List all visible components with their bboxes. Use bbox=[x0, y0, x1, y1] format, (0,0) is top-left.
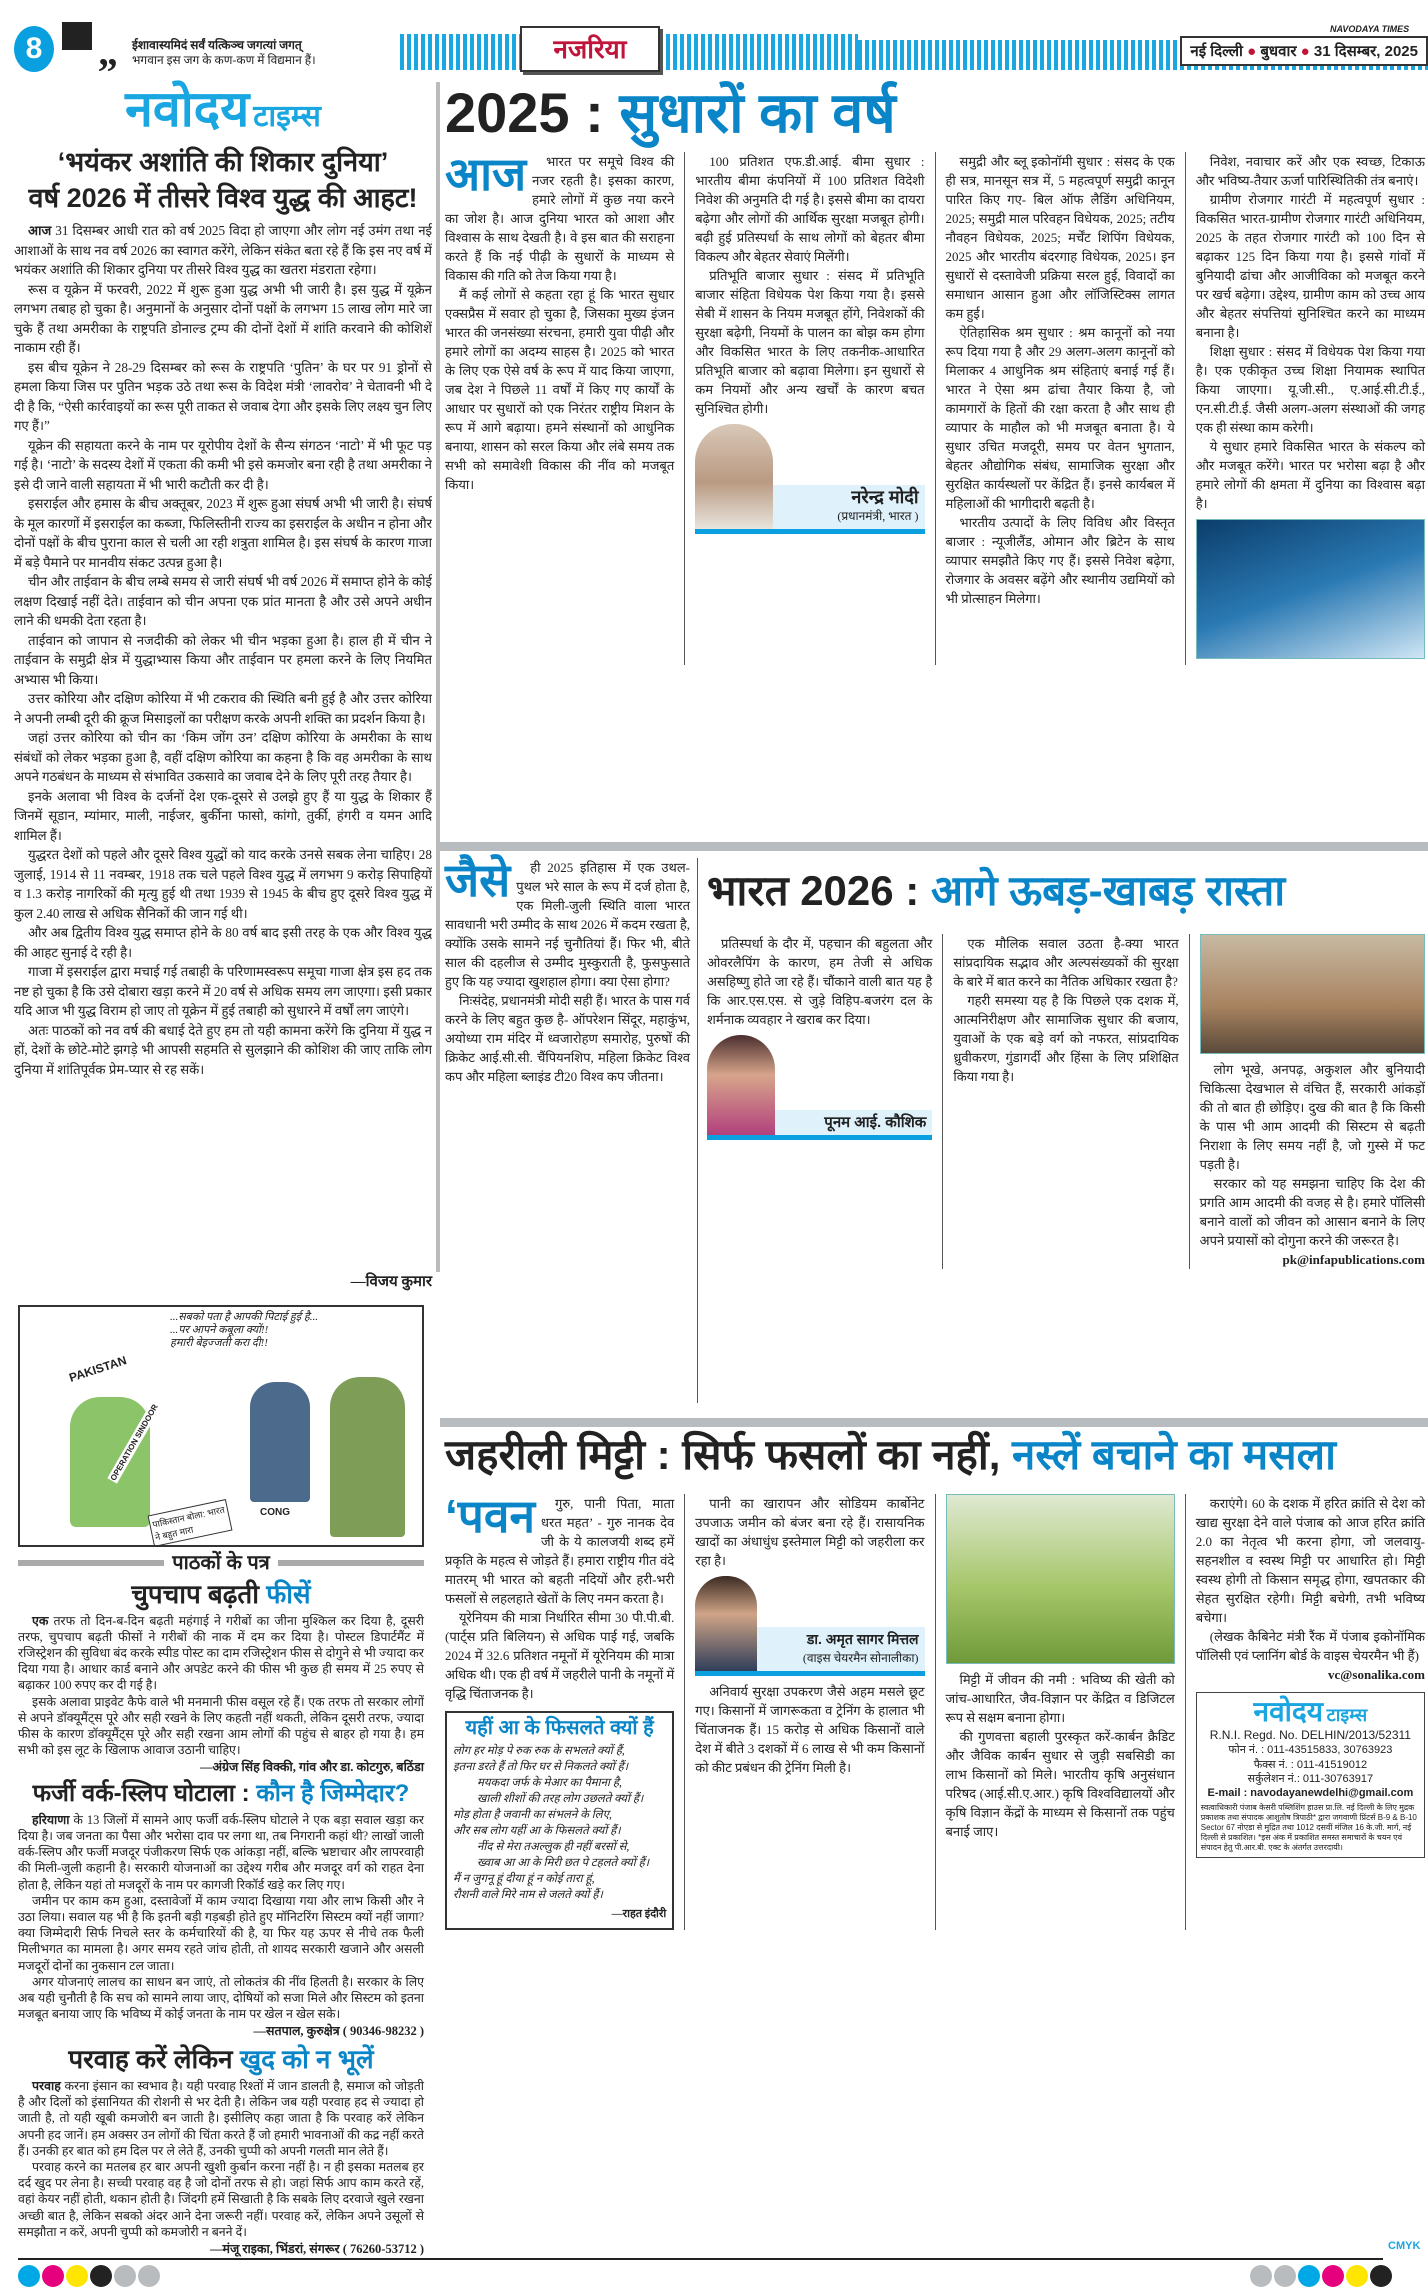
paragraph: लोग भूखे, अनपढ़, अकुशल और बुनियादी चिकित्सा देखभाल से वंचित हैं, सरकारी आंकड़ों की तो बात ही छोड़िए। दुख की बात है कि किसी के पास भी आम आदमी की सिस्टम से बढ़ती निराशा के लिए समय नहीं है, जो गुस्से में फट पड़ती है। bbox=[1199, 1062, 1425, 1172]
cartoon-speech: ...सबको पता है आपकी पिटाई हुई है... ...पर आपने कबूला क्यों!! हमारी बेइज्जती करा दी!! bbox=[170, 1311, 318, 1349]
political-cartoon bbox=[18, 1305, 424, 1547]
corner-mark bbox=[62, 22, 92, 50]
section-divider bbox=[440, 842, 1428, 851]
letter-title: परवाह करें लेकिन खुद को न भूलें bbox=[68, 2044, 374, 2075]
poem-line: खाली शीशों की तरह लोग उछलते क्यों हैं। bbox=[477, 1793, 644, 1805]
paragraph: परवाह करना इंसान का स्वभाव है। यही परवाह रिश्तों में जान डालती है, समाज को जोड़ती है और दिलों को इंसानियत की रोशनी से भर देती है। लेकिन जब यही परवाह हद से ज्यादा हो जाती है, तो यही खूबी कमजोरी बन जाती है। इसीलिए कहा जाता है कि परवाह करें लेकिन अपनी हद जानें। हम अक्सर उन लोगों की चिंता करते हैं जो हमारी भावनाओं की कद्र नहीं करते हैं। उनकी हर बात को हम दिल पर ले लेते हैं, उनकी चुप्पी को अपनी गलती मान लेते हैं। bbox=[18, 2079, 424, 2158]
cartoon-figure-pakistan bbox=[70, 1397, 150, 1527]
cartoon-figure-cong bbox=[250, 1382, 310, 1502]
poem-box bbox=[445, 1711, 674, 1930]
page-number: 8 bbox=[25, 32, 43, 65]
print-registration-dots-right bbox=[1250, 2265, 1394, 2292]
letter-title: चुपचाप बढ़ती फीसें bbox=[131, 1579, 311, 1609]
article-toxic-soil bbox=[445, 1432, 1425, 2252]
author-photo-kaushik bbox=[707, 1035, 932, 1140]
letter-title: फर्जी वर्क-स्लिप घोटाला : कौन है जिम्मेदार? bbox=[32, 1780, 410, 1808]
christmas-crowd-image bbox=[1200, 934, 1425, 1054]
paragraph: गुरु, पानी पिता, माता धरत महत’ - गुरु नानक देव जी के ये कालजयी शब्द हमें प्रकृति के महत्व से जोड़ते हैं। हमारा राष्ट्रीय गीत वंदे मातरम् भी भारत को बहती नदियों और हरी-भरी फसलों से लहलहाते खेतों के लिए नमन करता है। bbox=[445, 1496, 675, 1606]
editorial-headline-2: वर्ष 2026 में तीसरे विश्व युद्ध की आहट! bbox=[28, 182, 418, 213]
paragraph: समुद्री और ब्लू इकोनॉमी सुधार : संसद के एक ही सत्र, मानसून सत्र में, 5 महत्वपूर्ण समुद्री कानून पारित किए गए- बिल ऑफ लैडिंग अधिनियम, 2025; समुद्री माल परिवहन विधेयक, 2025; तटीय नौवहन विधेयक, 2025; मर्चेंट शिपिंग विधेयक, 2025 और भारतीय बंदरगाह विधेयक, 2025। इन सुधारों से दस्तावेजी प्रक्रिया सरल हुई, विवादों का समाधान आसान हुआ और लॉजिस्टिक्स लागत कम हुई। bbox=[945, 154, 1175, 321]
paragraph: इसराईल और हमास के बीच अक्तूबर, 2023 में शुरू हुआ संघर्ष अभी भी जारी है। संघर्ष के मूल कारणों में इसराईल का कब्जा, फिलिस्तीनी राज्य का इसराईल के अधीन न होना और दोनों पक्षों के बीच पुराना काल से चली आ रही शत्रुता शामिल है। इस संघर्ष के कारण गाजा में बड़े पैमाने पर मानवीय संकट उत्पन्न हुआ है। bbox=[14, 496, 432, 570]
paragraph: गहरी समस्या यह है कि पिछले एक दशक में, आत्मनिरीक्षण और सामाजिक सुधार की बजाय, युवाओं के एक बड़े वर्ग को नफरत, सांप्रदायिक ध्रुवीकरण, गुंडागर्दी और हिंसा के लिए प्रशिक्षित किया गया है। bbox=[953, 993, 1179, 1084]
portrait-image bbox=[707, 1035, 775, 1135]
poem-line: मैं न जुगनू हूं दीया हूं न कोई तारा हूं, bbox=[453, 1873, 595, 1885]
letter-signature: —मंजू राइका, भिंडरां, संगरूर ( 76260-53712 ) bbox=[210, 2242, 424, 2257]
paragraph: जमीन पर काम कम हुआ, दस्तावेजों में काम ज्यादा दिखाया गया और लाभ किसी और ने उठा लिया। सवाल यह भी है कि इतनी बड़ी गड़बड़ी होते हुए मॉनिटरिंग सिस्टम क्यों नहीं जागा? क्या जिम्मेदारी सिर्फ निचले स्तर के कर्मचारियों की है, या फिर यह ऊपर से नीचे तक फैली मिलीभगत का मामला है। अगर समय रहते जांच होती, तो शायद सरकारी खजाने और असली मजदूरों दोनों का नुकसान टल जाता। bbox=[18, 1893, 424, 1973]
paragraph: अतः पाठकों को नव वर्ष की बधाई देते हुए हम तो यही कामना करेंगे कि दुनिया में युद्ध न हों, देशों के छोटे-मोटे झगड़े भी आपसी सहमति से सुलझाने की कोशिश की जाए ताकि लोग दुनिया में शांतिपूर्वक प्रेम-प्यार से रह सकें। bbox=[14, 1022, 432, 1077]
growth-graphic-image bbox=[1196, 519, 1425, 659]
letter bbox=[18, 1580, 424, 1775]
paragraph: निवेश, नवाचार करें और एक स्वच्छ, टिकाऊ और भविष्य-तैयार ऊर्जा पारिस्थितिकी तंत्र बनाएं। bbox=[1195, 154, 1425, 188]
poem-line: इतना डरते हैं तो फिर घर से निकलते क्यों हैं। bbox=[453, 1761, 629, 1773]
paragraph: यूरेनियम की मात्रा निर्धारित सीमा 30 पी.पी.बी. (पार्ट्स प्रति बिलियन) से अधिक पाई गई, जबकि 2024 में 32.6 प्रतिशत नमूनों में यूरेनियम की मात्रा अधिक थी। एक ही वर्ष में जहरीले पानी के नमूनों में वृद्धि चिंताजनक है। bbox=[445, 1610, 675, 1701]
portrait-image bbox=[695, 424, 773, 529]
article-reforms-body: आज भारत पर समूचे विश्व की नजर रहती है। इसका कारण, हमारे लोगों में कुछ नया करने का जोश है। आज दुनिया भारत को आशा और विश्वास के साथ देखती है। वे इस बात की सराहना करते हैं कि नई पीढ़ी के सुधारों के माध्यम से विकास की गति को तेज किया गया है। मैं कई लोगों से कहता रहा हूं कि भारत सुधार एक्सप्रैस में सवार हो चुका है, जिसका मुख्य इंजन भारत की जनसंख्या संरचना, हमारी युवा पीढ़ी और हमारे लोगों का अदम्य साहस है। 2025 को भारत के लिए एक ऐसे वर्ष के रूप में याद किया जाएगा, जब देश ने पिछले 11 वर्षों में किए गए कार्यों के आधार पर सुधारों को एक निरंतर राष्ट्रीय मिशन के रूप में आगे बढ़ाया। हमने संस्थानों को आधुनिक बनाया, शासन को सरल किया और लंबे समय तक सभी को समावेशी विकास की नींव को मजबूत किया। 100 प्रतिशत एफ.डी.आई. बीमा सुधार : भारतीय बीमा कंपनियों में 100 प्रतिशत विदेशी निवेश की अनुमति दी गई है। इससे बीमा का दायरा बढ़ेगा और लोगों की आर्थिक सुरक्षा मजबूत होगी। बढ़ी हुई प्रतिस्पर्धा के साथ लोगों को बेहतर बीमा विकल्प और बेहतर सेवाएं मिलेंगी। प्रतिभूति बाजार सुधार : संसद में प्रतिभूति बाजार संहिता विधेयक पेश किया गया है। इससे सेबी में शासन के नियम मजबूत होंगे, निवेशकों की सुरक्षा बढ़ेगी, नियमों के पालन का बोझ कम होगा और विकसित भारत के लिए तकनीक-आधारित प्रतिभूति बाजार को बढ़ावा मिलेगा। इन सुधारों से कम नियमों और अन्य खर्चों के कारण बचत सुनिश्चित होगी। नरेन्द्र मोदी (प्रधानमंत्री, भारत ) समुद्री और ब्लू इकोनॉमी सुधार : संसद के एक ही सत्र, मानसून सत्र में, 5 महत्वपूर्ण समुद्री कानून पारित किए गए- बिल ऑफ लैडिंग अधिनियम, 2025; समुद्री माल परिवहन विधेयक, 2025; तटीय नौवहन विधेयक, 2025; मर्चेंट शिपिंग विधेयक, 2025 और भारतीय बंदरगाह विधेयक, 2025। इन सुधारों से दस्तावेजी प्रक्रिया सरल हुई, विवादों का समाधान आसान हुआ और लॉजिस्टिक्स लागत कम हुई। ऐतिहासिक श्रम सुधार : श्रम कानूनों को नया रूप दिया गया है और 29 अलग-अलग कानूनों को मिलाकर 4 आधुनिक श्रम संहिताएं बनाई गई हैं। भारत ने ऐसा श्रम ढांचा तैयार किया है, जो कामगारों के हितों की रक्षा करता है और साथ ही व्यापार के माहौल को भी मजबूत बनाता है। ये सुधार उचित मजदूरी, समय पर वेतन भुगतान, बेहतर औद्योगिक संबंध, सामाजिक सुरक्षा और सुरक्षित कार्यस्थलों पर केंद्रित हैं। इनसे कार्यबल में महिलाओं की भागीदारी बढ़ती है। भारतीय उत्पादों के लिए विविध और विस्तृत बाजार : न्यूजीलैंड, ओमान और ब्रिटेन के साथ व्यापार समझौते किए गए हैं। इससे निवेश बढ़ेगा, रोजगार के अवसर बढ़ेंगे और स्थानीय उद्यमियों को भी प्रोत्साहन मिलेगा। निवेश, नवाचार करें और एक स्वच्छ, टिकाऊ और भविष्य-तैयार ऊर्जा पारिस्थितिकी तंत्र बनाएं। ग्रामीण रोजगार गारंटी में महत्वपूर्ण सुधार : विकसित भारत-ग्रामीण रोजगार गारंटी अधिनियम, 2025 के तहत रोजगार गारंटी को 100 दिन से बढ़ाकर 125 दिन किया गया है। इससे गांवों में बुनियादी ढांचा और आजीविका को मजबूत करने पर खर्च बढ़ेगा। उद्देश्य, ग्रामीण काम को उच्च आय और बेहतर संपत्तियां सुनिश्चित करने का माध्यम बनाना है। शिक्षा सुधार : संसद में विधेयक पेश किया गया है। एक एकीकृत उच्च शिक्षा नियामक स्थापित किया जाएगा। यू.जी.सी., ए.आई.सी.टी.ई., एन.सी.टी.ई. जैसी अलग-अलग संस्थाओं की जगह एक ही संस्था काम करेगी। ये सुधार हमारे विकसित भारत के संकल्प को और मजबूत करेंगे। भारत पर भरोसा बढ़ा है और हमारे लोगों की क्षमता में दुनिया का विश्वास बढ़ा है। bbox=[445, 152, 1425, 665]
page-number-badge bbox=[14, 26, 54, 72]
cmyk-label: CMYK bbox=[1388, 2240, 1421, 2252]
editorial-body: आज 31 दिसम्बर आधी रात को वर्ष 2025 विदा हो जाएगा और लोग नई उमंग तथा नई आशाओं के साथ नव वर्ष 2026 का स्वागत करेंगे, लेकिन संकेत बता रहे हैं कि इस नए वर्ष में भयंकर अशांति की शिकार दुनिया पर तीसरे विश्व युद्ध का खतरा मंडराता रहेगा। रूस व यूक्रेन में फरवरी, 2022 में शुरू हुआ युद्ध अभी भी जारी है। इस युद्ध में यूक्रेन लगभग तबाह हो चुका है। अनुमानों के अनुसार दोनों पक्षों के लगभग 15 लाख लोग मारे जा चुके हैं तथा अमरीका के राष्ट्रपति डोनाल्ड ट्रम्प की दोनों देशों में शांति करवाने की कोशिशें नाकाम रही हैं। इस बीच यूक्रेन ने 28-29 दिसम्बर को रूस के राष्ट्रपति ‘पुतिन’ के घर पर 91 ड्रोनों से हमला किया जिस पर पुतिन भड़क उठे तथा रूस के विदेश मंत्री ‘लावरोव’ ने चेतावनी भी दे दी है कि, “ऐसी कार्रवाइयों का रूस पूरी ताकत से जवाब देगा और इसके लिए लक्ष्य चुन लिए गए हैं।” यूक्रेन की सहायता करने के नाम पर यूरोपीय देशों के सैन्य संगठन ‘नाटो’ में भी फूट पड़ गई है। ‘नाटो’ के सदस्य देशों में एकता की कमी भी इसे कमजोर बना रही है तथा अमरीका ने इसे दी जाने वाली सहायता में भी भारी कटौती कर दी है। इसराईल और हमास के बीच अक्तूबर, 2023 में शुरू हुआ संघर्ष अभी भी जारी है। संघर्ष के मूल कारणों में इसराईल का कब्जा, फिलिस्तीनी राज्य का इसराईल के अधीन न होना और दोनों पक्षों के बीच पुराना काल से चली आ रही शत्रुता शामिल है। इस संघर्ष के कारण गाजा में बड़े पैमाने पर मानवीय संकट उत्पन्न हुआ है। चीन और ताईवान के बीच लम्बे समय से जारी संघर्ष भी वर्ष 2026 में समाप्त होने के कोई लक्षण दिखाई नहीं देते। ताईवान को चीन अपना एक प्रांत मानता है और उसे अपने अधीन लाने की धमकी देता रहता है। ताईवान को जापान से नजदीकी को लेकर भी चीन भड़का हुआ है। हाल ही में चीन ने ताईवान के समुद्री क्षेत्र में युद्धाभ्यास किया और ताईवान पर हमला करने के लिए नियमित अभ्यास भी किया। उत्तर कोरिया और दक्षिण कोरिया में भी टकराव की स्थिति बनी हुई है और उत्तर कोरिया ने अपनी लम्बी दूरी की क्रूज मिसाइलों का परीक्षण करके अपनी शक्ति का प्रदर्शन किया है। जहां उत्तर कोरिया को चीन का ‘किम जोंग उन’ दक्षिण कोरिया के अमरीका के साथ संबंधों को लेकर भड़का हुआ है, वहीं दक्षिण कोरिया का कहना है कि वह अमरीका के साथ अपने गठबंधन के माध्यम से संभावित उकसावे का जवाब देने के लिए पूरी तरह तैयार है। इनके अलावा भी विश्व के दर्जनों देश एक-दूसरे से उलझे हुए हैं या युद्ध के शिकार हैं जिनमें सूडान, म्यांमार, माली, नाईजर, बुर्कीना फासो, कांगो, तुर्की, हंगरी व यमन आदि शामिल हैं। युद्धरत देशों को पहले और दूसरे विश्व युद्धों को याद करके उनसे सबक लेना चाहिए। 28 जुलाई, 1914 से 11 नवम्बर, 1918 तक चले पहले विश्व युद्ध में लगभग 9 करोड़ सिपाहियों व 1.3 करोड़ नागरिकों की मृत्यु हुई थी तथा 1939 से 1945 के बीच हुए दूसरे विश्व युद्ध में कुल 2.40 लाख से अधिक सैनिकों की जान गई थी। और अब द्वितीय विश्व युद्ध समाप्त होने के 80 वर्ष बाद इसी तरह के एक और विश्व युद्ध की आहट सुनाई दे रही है। गाजा में इसराईल द्वारा मचाई गई तबाही के परिणामस्वरूप समूचा गाजा क्षेत्र इस हद तक नष्ट हो चुका है कि उसे दोबारा खड़ा करने में 20 वर्ष से अधिक समय लग जाएगा। इसी प्रकार यदि आज भी युद्ध विराम हो जाए तो यूक्रेन में हुई तबाही को सुधारने में वर्षों लग जाएंगे। अतः पाठकों को नव वर्ष की बधाई देते हुए हम तो यही कामना करेंगे कि दुनिया में युद्ध न हों, देशों के छोटे-मोटे झगड़े भी आपसी सहमति से सुलझाने की कोशिश की जाए ताकि लोग दुनिया में शांतिपूर्वक प्रेम-प्यार से रह सकें। bbox=[14, 221, 432, 1271]
paragraph: मैं कई लोगों से कहता रहा हूं कि भारत सुधार एक्सप्रैस में सवार हो चुका है, जिसका मुख्य इंजन भारत की जनसंख्या संरचना, हमारी युवा पीढ़ी और हमारे लोगों का अदम्य साहस है। 2025 को भारत के लिए एक ऐसे वर्ष के रूप में याद किया जाएगा, जब देश ने पिछले 11 वर्षों में किए गए कार्यों के आधार पर सुधारों को एक निरंतर राष्ट्रीय मिशन के रूप में आगे बढ़ाया। हमने संस्थानों को आधुनिक बनाया, शासन को सरल किया और लंबे समय तक सभी को समावेशी विकास की नींव को मजबूत किया। bbox=[445, 287, 675, 492]
article-india-2026 bbox=[445, 854, 1425, 1403]
article-toxic-soil-body: ‘पवन गुरु, पानी पिता, माता धरत महत’ - गुरु नानक देव जी के ये कालजयी शब्द हमें प्रकृति के महत्व से जोड़ते हैं। हमारा राष्ट्रीय गीत वंदे मातरम् भी भारत को बहती नदियों और हरी-भरी फसलों से लहलहाते खेतों के लिए नमन करता है। यूरेनियम की मात्रा निर्धारित सीमा 30 पी.पी.बी. (पार्ट्स प्रति बिलियन) से अधिक पाई गई, जबकि 2024 में 32.6 प्रतिशत नमूनों में यूरेनियम की मात्रा अधिक थी। एक ही वर्ष में जहरीले पानी के नमूनों में वृद्धि चिंताजनक है। यहीं आ के फिसलते क्यों हैं लोग हर मोड़ पे रुक रुक के सभलते क्यों हैं, इतना डरते हैं तो फिर घर से निकलते क्यों हैं। मयकदा जर्फ के मेआर का पैमाना है, खाली शीशों की तरह लोग उछलते क्यों हैं। मोड़ होता है जवानी का संभलने के लिए, और सब लोग यहीं आ के फिसलते क्यों हैं। नींद से मेरा तअल्लुक ही नहीं बरसों से, ख्वाब आ आ के मिरी छत पे टहलते क्यों हैं। मैं न जुगनू हूं दीया हूं न कोई तारा हूं, रौशनी वाले मिरे नाम से जलते क्यों हैं। —राहत इंदौरी पानी का खारापन और सोडियम कार्बोनेट उपजाऊ जमीन को बंजर बना रहे हैं। रासायनिक खादों का अंधाधुंध इस्तेमाल मिट्टी को जहरीला कर रहा है। डा. अमृत सागर मित्तल (वाइस चेयरमैन सोनालीका) अनिवार्य सुरक्षा उपकरण जैसे अहम मसले छूट गए। किसानों में जागरूकता व ट्रेनिंग के हालात भी चिंताजनक हैं। 15 करोड़ से अधिक किसानों वाले देश में बीते 3 दशकों में 6 लाख से भी कम किसानों को कीट प्रबंधन की ट्रेनिंग मिली है। मिट्टी में जीवन की नमी : भविष्य की खेती को जांच-आधारित, जैव-विज्ञान पर केंद्रित व डिजिटल रूप से सक्षम बनाना होगा। की गुणवत्ता बहाली पुरस्कृत करें-कार्बन क्रैडिट और जैविक कार्बन सुधार से जुड़ी सबसिडी का लाभ किसानों को मिले। भारतीय कृषि अनुसंधान परिषद (आई.सी.ए.आर.) कृषि विश्वविद्यालयों और कृषि विज्ञान केंद्रों के माध्यम से किसानों तक पहुंच बनाई जाए। कराएंगे। 60 के दशक में हरित क्रांति से देश को खाद्य सुरक्षा देने वाले पंजाब को आज हरित क्रांति 2.0 का नेतृत्व भी करना होगा, जो जलवायु-सहनशील व स्वस्थ मिट्टी पर आधारित हो। मिट्टी स्वस्थ होगी तो किसान समृद्ध होगा, खपतकार की सेहत सुरक्षित रहेगी। मिट्टी बचेगी, तभी भविष्य बचेगा। (लेखक कैबिनेट मंत्री रैंक में पंजाब इकोनॉमिक पॉलिसी एवं प्लानिंग बोर्ड के वाइस चेयरमैन भी हैं) vc@sonalika.com नवोदय टाइम्स R.N.I. Regd. No. DELHIN/2013/52311 फोन नं. : 011-43515833, 30763923 फैक्स नं. : 011-41519012 सर्कुलेशन नं.: 011-30763917 E-mail : navodayanewdelhi@gmail.com स्वत्वाधिकारी पंजाब केसरी पब्लिशिंग हाउस प्रा.लि. नई दिल्ली के लिए मुद्रक प्रकाशक तथा संपादक आशुतोष त्रिपाठी* द्वारा जगवाणी प्रिंटर्स B-9 & B-10 Sector 67 नोएडा से मुद्रित तथा 1012 दसवीं मंजिल 16 के.जी. मार्ग, नई दिल्ली से प्रकाशित। *इस अंक में प्रकाशित समस्त समाचारों के चयन एवं संपादन हेतु पी.आर.बी. एक्ट के अंतर्गत उत्तरदायी। bbox=[445, 1494, 1425, 1930]
paragraph: इसके अलावा प्राइवेट कैफे वाले भी मनमानी फीस वसूल रहे हैं। एक तरफ तो सरकार लोगों से अपने डॉक्यूमैंट्स पूरे और सही रखने के लिए कहती नहीं थकती, लेकिन दूसरी तरफ, ज्यादा फीस के कारण डॉक्यूमैंट्स पूरे और सही रखना आम लोगों की पहुंच से बाहर हो गया है। हम सभी को इस लूट के खिलाफ आवाज उठानी चाहिए। bbox=[18, 1694, 424, 1758]
paragraph: उत्तर कोरिया और दक्षिण कोरिया में भी टकराव की स्थिति बनी हुई है और उत्तर कोरिया ने अपनी लम्बी दूरी की क्रूज मिसाइलों का परीक्षण करके अपनी शक्ति का प्रदर्शन किया है। bbox=[14, 691, 432, 726]
article-reforms-headline: 2025 : सुधारों का वर्ष bbox=[445, 81, 896, 144]
quote-mark-icon: „ bbox=[98, 29, 118, 74]
author-email: pk@infapublications.com bbox=[1282, 1252, 1425, 1267]
poem-line: और सब लोग यहीं आ के फिसलते क्यों हैं। bbox=[453, 1825, 621, 1837]
article-india-2026-headline: भारत 2026 : आगे ऊबड़-खाबड़ रास्ता bbox=[707, 867, 1286, 914]
poem-line: मोड़ होता है जवानी का संभलने के लिए, bbox=[453, 1809, 612, 1821]
cartoon-label-sash: OPERATION SINDOOR bbox=[108, 1402, 160, 1483]
letters-section bbox=[18, 1552, 424, 2267]
letter bbox=[18, 1781, 424, 2039]
cartoon-label-party: CONG bbox=[260, 1507, 290, 1518]
article-india-2026-body bbox=[707, 934, 1425, 1269]
paragraph: ऐतिहासिक श्रम सुधार : श्रम कानूनों को नया रूप दिया गया है और 29 अलग-अलग कानूनों को मिलाकर 4 आधुनिक श्रम संहिताएं बनाई गई हैं। भारत ने ऐसा श्रम ढांचा तैयार किया है, जो कामगारों के हितों की रक्षा करता है और साथ ही व्यापार के माहौल को भी मजबूत बनाता है। ये सुधार उचित मजदूरी, समय पर वेतन भुगतान, बेहतर औद्योगिक संबंध, सामाजिक सुरक्षा और सुरक्षित कार्यस्थलों पर केंद्रित हैं। इनसे कार्यबल में महिलाओं की भागीदारी बढ़ती है। bbox=[945, 325, 1175, 511]
paragraph: निःसंदेह, प्रधानमंत्री मोदी सही हैं। भारत के पास गर्व करने के लिए बहुत कुछ है- ऑपरेशन सिंदूर, महाकुंभ, अयोध्या राम मंदिर में ध्वजारोहण समारोह, पुरुषों की क्रिकेट आई.सी.सी. चैंपियनशिप, महिला क्रिकेट विश्व कप और महिला ब्लाइंड टी20 विश्व कप जीतना। bbox=[445, 993, 690, 1084]
paragraph: एक तरफ तो दिन-ब-दिन बढ़ती महंगाई ने गरीबों का जीना मुश्किल कर दिया है, दूसरी तरफ, चुपचाप बढ़ती फीसों ने गरीबों की नाक में दम कर दिया है। पोस्टल डिपार्टमैंट में रजिस्ट्रेशन की सुविधा बंद करके स्पीड पोस्ट का दाम रजिस्ट्रेशन फीस से दोगुने से भी ज्यादा कर दिया गया है। आधार कार्ड बनाने और अपडेट करने की फीस भी कुछ ही समय में 25 रुपए से बढ़ाकर 100 रुपए कर दी गई है। bbox=[18, 1613, 424, 1693]
poem-line: नींद से मेरा तअल्लुक ही नहीं बरसों से, bbox=[477, 1841, 630, 1853]
paragraph: अगर योजनाएं लालच का साधन बन जाएं, तो लोकतंत्र की नींव हिलती है। सरकार के लिए अब यही चुनौती है कि सच को सामने लाया जाए, दोषियों को सजा मिले और सिस्टम को इतना मजबूत बनाया जाए कि भविष्य में कोई जनता के नाम पर खेल न खेल सके। bbox=[18, 1974, 424, 2022]
brand-small: NAVODAYA TIMES bbox=[1330, 24, 1410, 34]
poem-line: रौशनी वाले मिरे नाम से जलते क्यों हैं। bbox=[453, 1889, 603, 1901]
paragraph: और अब द्वितीय विश्व युद्ध समाप्त होने के 80 वर्ष बाद इसी तरह के एक और विश्व युद्ध की आहट सुनाई दे रही है। bbox=[14, 925, 432, 960]
paragraph: मिट्टी में जीवन की नमी : भविष्य की खेती को जांच-आधारित, जैव-विज्ञान पर केंद्रित व डिजिटल रूप से सक्षम बनाना होगा। bbox=[945, 1672, 1175, 1725]
letters-section-title: पाठकों के पत्र bbox=[18, 1552, 424, 1574]
portrait-image bbox=[695, 1576, 757, 1671]
page-header bbox=[0, 0, 1428, 78]
paragraph: सरकार को यह समझना चाहिए कि देश की प्रगति आम आदमी की वजह से है। हमारे पॉलिसी बनाने वालों को जीवन को आसान बनाने के लिए अपने प्रयासों को दोगुना करने की जरूरत है। bbox=[1199, 1176, 1425, 1248]
imprint-box: नवोदय टाइम्स R.N.I. Regd. No. DELHIN/2013/52311 फोन नं. : 011-43515833, 30763923 फैक्स नं. : 011-41519012 सर्कुलेशन नं.: 011-30763917 E-mail : navodayanewdelhi@gmail.com स्वत्वाधिकारी पंजाब केसरी पब्लिशिंग हाउस प्रा.लि. नई दिल्ली के लिए मुद्रक प्रकाशक तथा संपादक आशुतोष त्रिपाठी* द्वारा जगवाणी प्रिंटर्स B-9 & B-10 Sector 67 नोएडा से मुद्रित तथा 1012 दसवीं मंजिल 16 के.जी. मार्ग, नई दिल्ली से प्रकाशित। *इस अंक में प्रकाशित समस्त समाचारों के चयन एवं संपादन हेतु पी.आर.बी. एक्ट के अंतर्गत उत्तरदायी। bbox=[1196, 1692, 1425, 1858]
cartoon-newspaper: पाकिस्तान बोला: भारत ने बहुत मारा bbox=[148, 1499, 233, 1547]
cartoon-figure-leader bbox=[330, 1377, 405, 1537]
author-caption: नरेन्द्र मोदी (प्रधानमंत्री, भारत ) bbox=[773, 485, 924, 529]
editorial-headline-1: ‘भयंकर अशांति की शिकार दुनिया’ bbox=[57, 147, 389, 177]
paragraph: जहां उत्तर कोरिया को चीन का ‘किम जोंग उन’ दक्षिण कोरिया के अमरीका के साथ संबंधों को लेकर भड़का हुआ है, वहीं दक्षिण कोरिया का कहना है कि वह अमरीका के साथ अपने गठबंधन के माध्यम से संभावित उकसावे का जवाब देने के लिए पूरी तरह तैयार है। bbox=[14, 730, 432, 785]
paragraph: ही 2025 इतिहास में एक उथल-पुथल भरे साल के रूप में दर्ज होता है, एक मिली-जुली स्थिति वाला भारत सावधानी भरी उम्मीद के साथ 2026 में कदम रखता है, क्योंकि उसके सामने नई चुनौतियां हैं। फिर भी, बीते साल की दहलीज से उम्मीद मुस्कुराती है, फुसफुसाते हुए कि यह ज्यादा खुशहाल होगा। क्या ऐसा होगा? bbox=[445, 860, 690, 989]
author-photo-mittal bbox=[695, 1576, 924, 1676]
dateline-city: नई दिल्ली bbox=[1190, 43, 1243, 60]
paragraph: अनिवार्य सुरक्षा उपकरण जैसे अहम मसले छूट गए। किसानों में जागरूकता व ट्रेनिंग के हालात भी चिंताजनक हैं। 15 करोड़ से अधिक किसानों वाले देश में बीते 3 दशकों में 6 लाख से भी कम किसानों को कीट प्रबंधन की ट्रेनिंग मिली है। bbox=[695, 1684, 925, 1775]
article-toxic-soil-headline: जहरीली मिट्टी : सिर्फ फसलों का नहीं, नस्लें बचाने का मसला bbox=[445, 1431, 1337, 1478]
paragraph: इस बीच यूक्रेन ने 28-29 दिसम्बर को रूस के राष्ट्रपति ‘पुतिन’ के घर पर 91 ड्रोनों से हमला किया जिस पर पुतिन भड़क उठे तथा रूस के विदेश मंत्री ‘लावरोव’ ने चेतावनी भी दे दी है कि, “ऐसी कार्रवाइयों का रूस पूरी ताकत से जवाब देगा और इसके लिए लक्ष्य चुन लिए गए हैं।” bbox=[14, 359, 432, 434]
section-divider bbox=[440, 1418, 1428, 1427]
bottom-rule bbox=[18, 2258, 1383, 2260]
author-email: vc@sonalika.com bbox=[1328, 1667, 1425, 1682]
paragraph: प्रतिस्पर्धा के दौर में, पहचान की बहुलता और ओवरलैपिंग के कारण, हम तेजी से अधिक असहिष्णु होते जा रहे हैं। चौंकाने वाली बात यह है कि आर.एस.एस. से जुड़े विहिप-बजरंग दल के शर्मनाक व्यवहार ने खराब कर दिया। bbox=[707, 936, 933, 1027]
print-registration-dots-left bbox=[18, 2265, 162, 2292]
dateline-date: 31 दिसम्बर, 2025 bbox=[1313, 43, 1418, 60]
paragraph: भारत पर समूचे विश्व की नजर रहती है। इसका कारण, हमारे लोगों में कुछ नया करने का जोश है। आज दुनिया भारत को आशा और विश्वास के साथ देखती है। वे इस बात की सराहना करते हैं कि नई पीढ़ी के सुधारों के माध्यम से विकास की गति को तेज किया गया है। bbox=[445, 154, 675, 283]
letter bbox=[18, 2045, 424, 2257]
paragraph: एक मौलिक सवाल उठता है-क्या भारत सांप्रदायिक सद्भाव और अल्पसंख्यकों की सुरक्षा के बारे में बात करने का नैतिक अधिकार रखता है? bbox=[953, 936, 1179, 989]
paragraph: चीन और ताईवान के बीच लम्बे समय से जारी संघर्ष भी वर्ष 2026 में समाप्त होने के कोई लक्षण दिखाई नहीं देते। ताईवान को चीन अपना एक प्रांत मानता है और उसे अपने अधीन लाने की धमकी देता रहता है। bbox=[14, 574, 432, 629]
paragraph: परवाह करने का मतलब हर बार अपनी खुशी कुर्बान करना नहीं है। न ही इसका मतलब हर दर्द खुद पर लेना है। सच्ची परवाह वह है जो दोनों तरफ से हो। जहां सिर्फ आप काम करते रहें, वहां केयर नहीं होती, थकान होती है। जिंदगी हमें सिखाती है कि सबके लिए दरवाजे खुले रखना अच्छी बात है, लेकिन सबको अंदर आने देना जरूरी नहीं। परवाह करें, लेकिन अपने उसूलों से समझौता न करें, अपनी चुप्पी को कमजोरी न बनने दें। bbox=[18, 2160, 424, 2239]
paragraph: गाजा में इसराईल द्वारा मचाई गई तबाही के परिणामस्वरूप समूचा गाजा क्षेत्र इस हद तक नष्ट हो चुका है कि उसे दोबारा खड़ा करने में 20 वर्ष से अधिक समय लग जाएगा। इसी प्रकार यदि आज भी युद्ध विराम हो जाए तो यूक्रेन में हुई तबाही को सुधारने में वर्षों लग जाएंगे। bbox=[14, 964, 432, 1019]
paragraph: ग्रामीण रोजगार गारंटी में महत्वपूर्ण सुधार : विकसित भारत-ग्रामीण रोजगार गारंटी अधिनियम, 2025 के तहत रोजगार गारंटी को 100 दिन से बढ़ाकर 125 दिन किया गया है। इससे गांवों में बुनियादी ढांचा और आजीविका को मजबूत करने पर खर्च बढ़ेगा। उद्देश्य, ग्रामीण काम को उच्च आय और बेहतर संपत्तियां सुनिश्चित करने का माध्यम बनाना है। bbox=[1195, 192, 1425, 340]
column-divider bbox=[436, 82, 440, 1272]
author-caption: डा. अमृत सागर मित्तल (वाइस चेयरमैन सोनालीका) bbox=[757, 1627, 924, 1671]
letter-signature: —अंग्रेज सिंह विक्की, गांव और डा. कोटगुरु, बठिंडा bbox=[199, 1760, 424, 1775]
cartoon-label-country: PAKISTAN bbox=[67, 1353, 129, 1385]
poem-line: मयकदा जर्फ के मेआर का पैमाना है, bbox=[477, 1777, 622, 1789]
paragraph: ये सुधार हमारे विकसित भारत के संकल्प को और मजबूत करेंगे। भारत पर भरोसा बढ़ा है और हमारे लोगों की क्षमता में दुनिया का विश्वास बढ़ा है। bbox=[1195, 439, 1425, 511]
poem-line: लोग हर मोड़ पे रुक रुक के सभलते क्यों हैं, bbox=[453, 1745, 625, 1757]
paragraph: शिक्षा सुधार : संसद में विधेयक पेश किया गया है। एक एकीकृत उच्च शिक्षा नियामक स्थापित किया जाएगा। यू.जी.सी., ए.आई.सी.टी.ई., एन.सी.टी.ई. जैसी अलग-अलग संस्थाओं की जगह एक ही संस्था काम करेगी। bbox=[1195, 344, 1425, 435]
dateline-day: बुधवार bbox=[1260, 43, 1297, 60]
article-reforms bbox=[445, 82, 1425, 837]
sanskrit-quote: ईशावास्यमिदं सर्वं यत्किञ्च जगत्यां जगत् भगवान इस जग के कण-कण में विद्यमान हैं। bbox=[132, 38, 316, 67]
paragraph: हरियाणा के 13 जिलों में सामने आए फर्जी वर्क-स्लिप घोटाले ने एक बड़ा सवाल खड़ा कर दिया है। जब जनता का पैसा और भरोसा दाव पर लगा था, तब निगरानी कहां थी? लाखों जाली वर्क-स्लिप और फर्जी मजदूर पंजीकरण सिर्फ एक आंकड़ा नहीं, बल्कि भ्रष्टाचार और लापरवाही की मिली-जुली कहानी है। सरकारी योजनाओं का उद्देश्य गरीब और मजदूर वर्ग को राहत देना होता है, लेकिन यहां तो मजदूरों के नाम पर कागजी रिकॉर्ड खड़े कर लिए गए। bbox=[18, 1812, 424, 1892]
paragraph: इनके अलावा भी विश्व के दर्जनों देश एक-दूसरे से उलझे हुए हैं या युद्ध के शिकार हैं जिनमें सूडान, म्यांमार, माली, नाईजर, बुर्कीना फासो, कांगो, तुर्की, हंगरी व यमन आदि शामिल हैं। bbox=[14, 788, 432, 843]
paragraph: 100 प्रतिशत एफ.डी.आई. बीमा सुधार : भारतीय बीमा कंपनियों में 100 प्रतिशत विदेशी निवेश की अनुमति दी गई है। इससे बीमा का दायरा बढ़ेगा और लोगों की आर्थिक सुरक्षा मजबूत होगी। बढ़ी हुई प्रतिस्पर्धा के साथ लोगों को बेहतर बीमा विकल्प और बेहतर सेवाएं मिलेंगी। bbox=[695, 154, 925, 264]
article-india-2026-lead-column: जैसे ही 2025 इतिहास में एक उथल-पुथल भरे साल के रूप में दर्ज होता है, एक मिली-जुली स्थिति वाला भारत सावधानी भरी उम्मीद के साथ 2026 में कदम रखता है, क्योंकि उसके सामने नई चुनौतियां हैं। फिर भी, बीते साल की दहलीज से उम्मीद मुस्कुराती है, फुसफुसाते हुए कि यह ज्यादा खुशहाल होगा। क्या ऐसा होगा? निःसंदेह, प्रधानमंत्री मोदी सही हैं। भारत के पास गर्व करने के लिए बहुत कुछ है- ऑपरेशन सिंदूर, महाकुंभ, अयोध्या राम मंदिर में ध्वजारोहण समारोह, पुरुषों की क्रिकेट आई.सी.सी. चैंपियनशिप, महिला क्रिकेट विश्व कप और महिला ब्लाइंड टी20 विश्व कप जीतना। bbox=[445, 854, 690, 1084]
letter-signature: —सतपाल, कुरुक्षेत्र ( 90346-98232 ) bbox=[253, 2024, 424, 2039]
author-photo-modi bbox=[695, 424, 924, 534]
paragraph: कराएंगे। 60 के दशक में हरित क्रांति से देश को खाद्य सुरक्षा देने वाले पंजाब को आज हरित क्रांति 2.0 का नेतृत्व भी करना होगा, जो जलवायु-सहनशील व स्वस्थ मिट्टी पर आधारित हो। मिट्टी स्वस्थ होगी तो किसान समृद्ध होगा, खपतकार की सेहत सुरक्षित रहेगी। मिट्टी बचेगी, तभी भविष्य बचेगा। bbox=[1195, 1496, 1425, 1625]
paragraph: भारतीय उत्पादों के लिए विविध और विस्तृत बाजार : न्यूजीलैंड, ओमान और ब्रिटेन के साथ व्यापार समझौते किए गए हैं। इससे निवेश बढ़ेगा, रोजगार के अवसर बढ़ेंगे और स्थानीय उद्यमियों को भी प्रोत्साहन मिलेगा। bbox=[945, 515, 1175, 606]
author-caption: पूनम आई. कौशिक bbox=[775, 1110, 932, 1135]
paragraph: (लेखक कैबिनेट मंत्री रैंक में पंजाब इकोनॉमिक पॉलिसी एवं प्लानिंग बोर्ड के वाइस चेयरमैन भी हैं) bbox=[1195, 1629, 1425, 1663]
section-tab: नजरिया bbox=[520, 26, 660, 72]
poem-line: ख्वाब आ आ के मिरी छत पे टहलते क्यों हैं। bbox=[477, 1857, 650, 1869]
paragraph: रूस व यूक्रेन में फरवरी, 2022 में शुरू हुआ युद्ध अभी भी जारी है। इस युद्ध में यूक्रेन लगभग तबाह हो चुका है। अनुमानों के अनुसार दोनों पक्षों के लगभग 15 लाख लोग मारे जा चुके हैं तथा अमरीका के राष्ट्रपति डोनाल्ड ट्रम्प की दोनों देशों में शांति करवाने की कोशिशें नाकाम रही हैं। bbox=[14, 281, 432, 356]
paragraph: प्रतिभूति बाजार सुधार : संसद में प्रतिभूति बाजार संहिता विधेयक पेश किया गया है। इससे सेबी में शासन के नियम मजबूत होंगे, निवेशकों की सुरक्षा बढ़ेगी, नियमों के पालन का बोझ कम होगा और विकसित भारत के लिए तकनीक-आधारित प्रतिभूति बाजार को बढ़ावा मिलेगा। इन सुधारों से कम नियमों और अन्य खर्चों के कारण बचत सुनिश्चित होगी। bbox=[695, 268, 925, 416]
farmer-spraying-image bbox=[946, 1494, 1175, 1664]
paragraph: की गुणवत्ता बहाली पुरस्कृत करें-कार्बन क्रैडिट और जैविक कार्बन सुधार से जुड़ी सबसिडी का लाभ किसानों को मिले। भारतीय कृषि अनुसंधान परिषद (आई.सी.ए.आर.) कृषि विश्वविद्यालयों और कृषि विज्ञान केंद्रों के माध्यम से किसानों तक पहुंच बनाई जाए। bbox=[945, 1729, 1175, 1839]
paragraph: यूक्रेन की सहायता करने के नाम पर यूरोपीय देशों के सैन्य संगठन ‘नाटो’ में भी फूट पड़ गई है। ‘नाटो’ के सदस्य देशों में एकता की कमी भी इसे कमजोर बना रही है तथा अमरीका ने इसे दी जाने वाली सहायता में भी भारी कटौती कर दी है। bbox=[14, 437, 432, 492]
paragraph: युद्धरत देशों को पहले और दूसरे विश्व युद्धों को याद करके उनसे सबक लेना चाहिए। 28 जुलाई, 1914 से 11 नवम्बर, 1918 तक चले पहले विश्व युद्ध में लगभग 9 करोड़ सिपाहियों व 1.3 करोड़ नागरिकों की मृत्यु हुई थी तथा 1939 से 1945 के बीच हुए दूसरे विश्व युद्ध में कुल 2.40 लाख से अधिक सैनिकों की जान गई थी। bbox=[14, 847, 432, 921]
masthead-logo: नवोदय टाइम्स bbox=[125, 81, 321, 137]
poet-name: —राहत इंदौरी bbox=[611, 1908, 667, 1920]
editorial-author: —विजय कुमार bbox=[350, 1274, 432, 1291]
paragraph: पानी का खारापन और सोडियम कार्बोनेट उपजाऊ जमीन को बंजर बना रहे हैं। रासायनिक खादों का अंधाधुंध इस्तेमाल मिट्टी को जहरीला कर रहा है। bbox=[695, 1496, 925, 1568]
poem-title: यहीं आ के फिसलते क्यों हैं bbox=[465, 1717, 654, 1739]
editorial-column bbox=[14, 81, 432, 1291]
dateline: नई दिल्ली ● बुधवार ● 31 दिसम्बर, 2025 bbox=[858, 40, 1428, 70]
paragraph: ताईवान को जापान से नजदीकी को लेकर भी चीन भड़का हुआ है। हाल ही में चीन ने ताईवान के समुद्री क्षेत्र में युद्धाभ्यास किया और ताईवान पर हमला करने के लिए नियमित अभ्यास भी किया। bbox=[14, 632, 432, 687]
